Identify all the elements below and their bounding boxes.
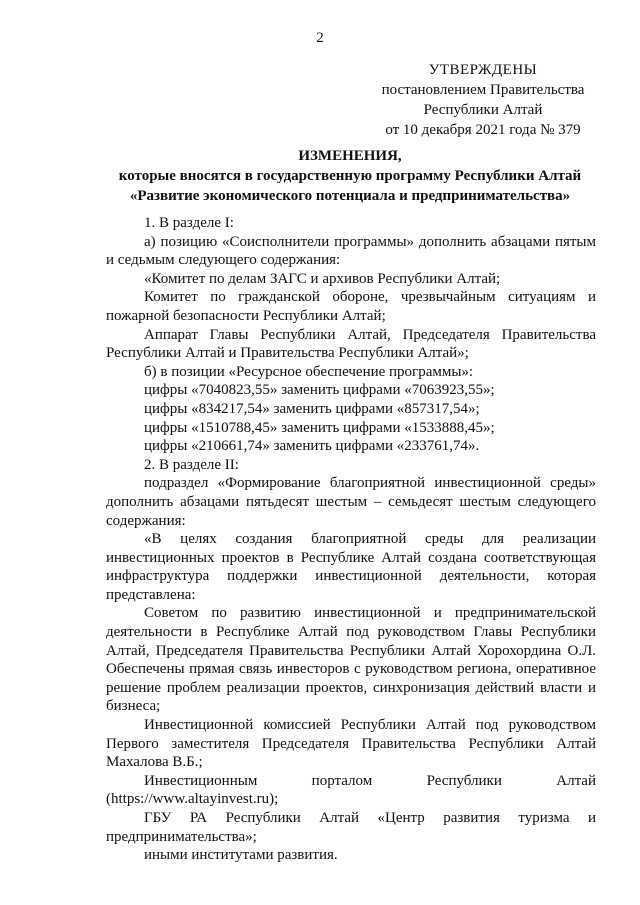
paragraph: цифры «1510788,45» заменить цифрами «1533888,45»; xyxy=(144,419,495,436)
approval-line-1: постановлением Правительства xyxy=(381,82,585,98)
paragraph: 1. В разделе I: xyxy=(144,215,234,231)
paragraph: а) позицию «Соисполнители программы» дополнить абзацами пятым и седьмым следующего содержания: xyxy=(106,233,596,269)
paragraph: «Комитет по делам ЗАГС и архивов Республики Алтай; xyxy=(144,270,501,287)
document-title xyxy=(100,146,600,206)
paragraph: Аппарат Главы Республики Алтай, Председателя Правительства Республики Алтай и Правительства Республики Алтай»; xyxy=(106,326,596,362)
page-number: 2 xyxy=(316,30,324,46)
paragraph: подраздел «Формирование благоприятной инвестиционной среды» дополнить абзацами пятьдесят шестым – семьдесят шестым следующего содержания: xyxy=(106,475,596,529)
paragraph: «В целях создания благоприятной среды для реализации инвестиционных проектов в Республике Алтай создана соответствующая инфраструктура поддержки инвестиционной деятельности, которая представлена: xyxy=(106,531,596,603)
paragraph: Советом по развитию инвестиционной и предпринимательской деятельности в Республике Алтай под руководством Главы Республики Алтай, Председателя Правительства Республики Алтай Хорохордина О.Л. Обеспечены прямая связь инвесторов с руководством региона, оперативное решение проблем реализации проектов, синхронизация действий власти и бизнеса; xyxy=(106,605,596,715)
paragraph: 2. В разделе II: xyxy=(144,456,239,473)
paragraph: иными институтами развития. xyxy=(144,847,338,864)
title-line-3: «Развитие экономического потенциала и предпринимательства» xyxy=(129,188,571,204)
paragraph: цифры «210661,74» заменить цифрами «233761,74». xyxy=(144,438,480,455)
paragraph: Инвестиционной комиссией Республики Алтай под руководством Первого заместителя Председателя Правительства Республики Алтай Махалова В.Б.; xyxy=(106,717,596,771)
title-line-1: ИЗМЕНЕНИЯ, xyxy=(298,148,402,164)
approval-line-2: Республики Алтай xyxy=(423,102,543,118)
document-body xyxy=(106,214,596,865)
paragraph: цифры «7040823,55» заменить цифрами «7063923,55»; xyxy=(144,382,495,399)
title-line-2: которые вносятся в государственную программу Республики Алтай xyxy=(118,168,582,184)
paragraph: Комитет по гражданской обороне, чрезвычайным ситуациям и пожарной безопасности Республики Алтай; xyxy=(106,289,596,324)
paragraph: ГБУ РА Республики Алтай «Центр развития туризма и предпринимательства»; xyxy=(106,810,596,845)
approval-title: УТВЕРЖДЕНЫ xyxy=(428,62,538,78)
paragraph: Инвестиционным порталом Республики Алтай (https://www.altayinvest.ru); xyxy=(106,772,596,808)
paragraph: цифры «834217,54» заменить цифрами «857317,54»; xyxy=(144,400,480,417)
paragraph: б) в позиции «Ресурсное обеспечение программы»: xyxy=(144,363,474,380)
approval-stamp xyxy=(378,60,588,140)
approval-line-3: от 10 декабря 2021 года № 379 xyxy=(385,122,581,138)
